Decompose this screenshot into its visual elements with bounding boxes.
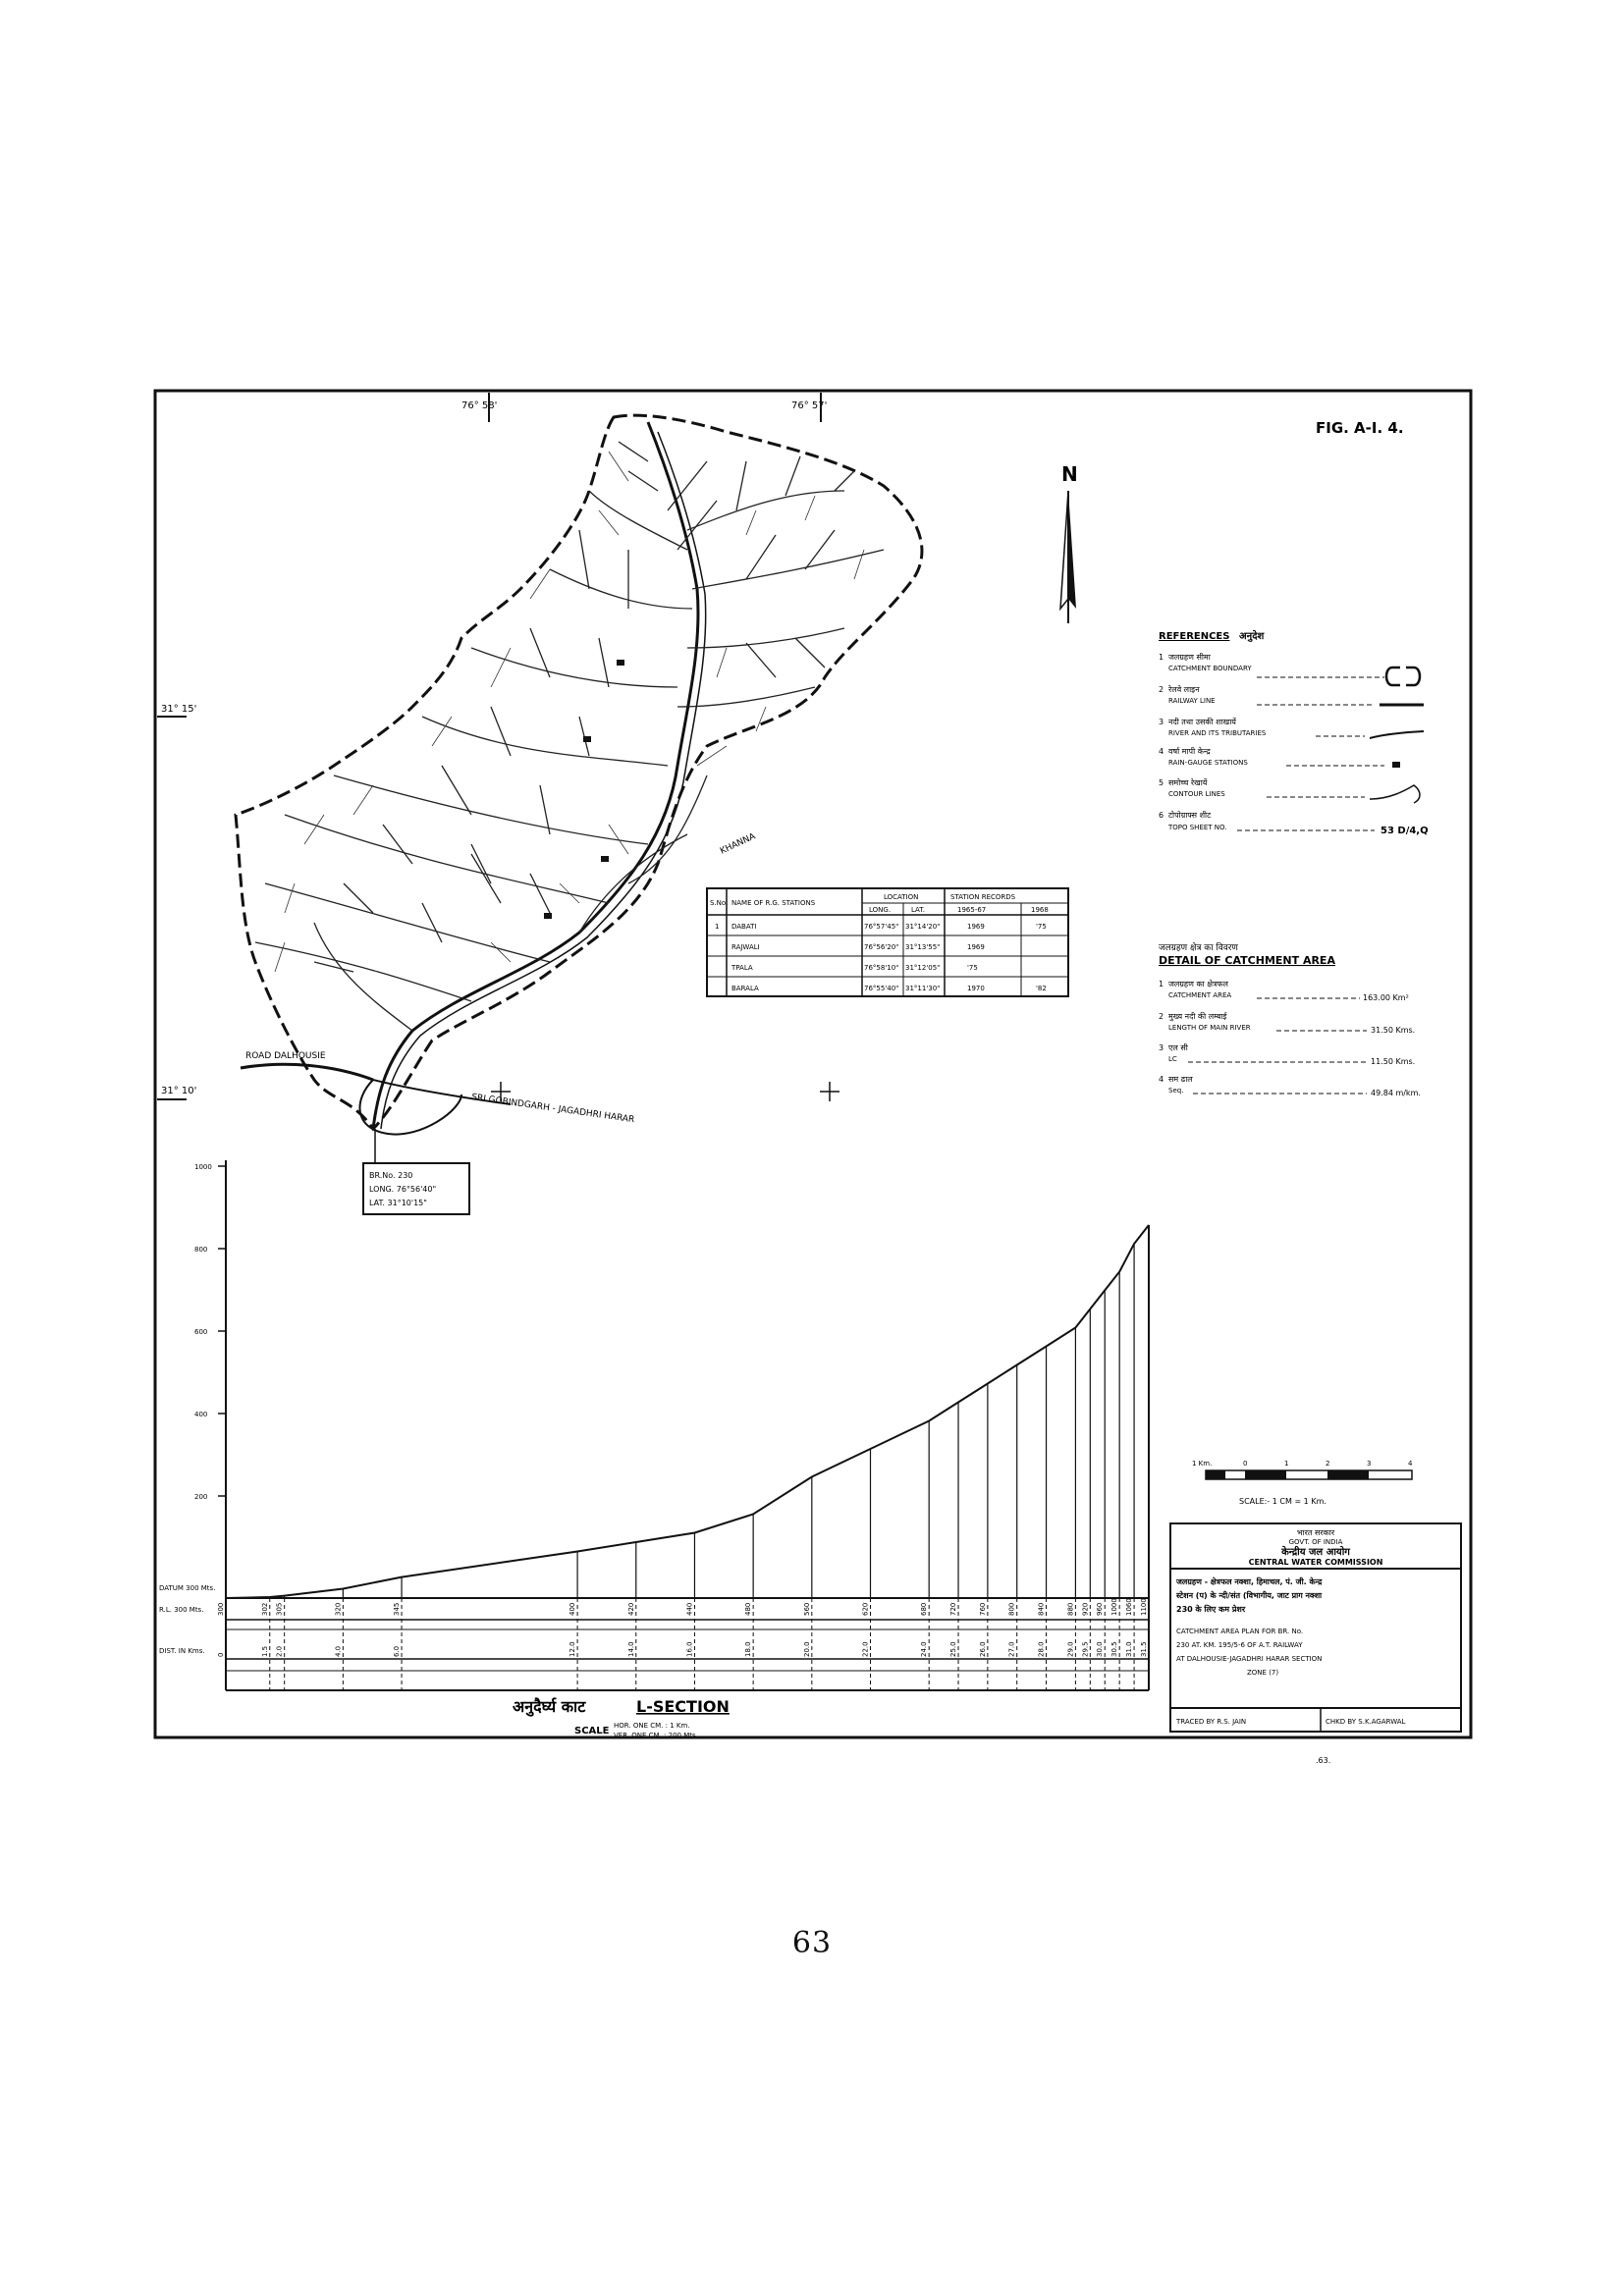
rl-value: 345: [393, 1602, 402, 1616]
lc-value: 11.50 Kms.: [1371, 1057, 1416, 1066]
cell-name: TPALA: [731, 964, 753, 972]
rl-value: 840: [1037, 1602, 1046, 1616]
distance-value: 2.0: [275, 1645, 284, 1657]
l-section-title: L-SECTION: [636, 1697, 730, 1716]
cell-lat: 31°12'05": [905, 964, 941, 972]
table-header-r1: 1965-67: [957, 906, 987, 914]
detail-label-en: CATCHMENT AREA: [1168, 991, 1232, 999]
ref-label-hi: समोच्च रेखायें: [1168, 778, 1208, 787]
desc-hi-line: स्टेशन (प) के न्दी/संत (विभागीय, जाट प्राग नक्शा: [1176, 1591, 1323, 1600]
ref-label-en: RAILWAY LINE: [1168, 697, 1216, 705]
detail-label-en: LC: [1168, 1055, 1177, 1063]
table-header-location: LOCATION: [884, 893, 919, 901]
railway-line: [241, 1064, 373, 1080]
reference-item: [1159, 652, 1420, 685]
bridge-box-line-1: BR.No. 230: [369, 1171, 413, 1180]
rl-value: 720: [949, 1602, 958, 1616]
ref-num: 1: [1159, 653, 1164, 662]
references-heading: REFERENCES: [1159, 631, 1230, 642]
rg-stations-table: [707, 888, 1068, 996]
catchment-area-value: 163.00 Km²: [1363, 993, 1409, 1002]
cell-lat: 31°11'30": [905, 985, 941, 992]
distance-value: 25.0: [949, 1641, 958, 1657]
table-header-sno: S.No.: [710, 899, 729, 907]
detail-num: 4: [1159, 1075, 1164, 1084]
cell-r2: '75: [1036, 923, 1047, 931]
ref-label-en: TOPO SHEET NO.: [1168, 824, 1227, 831]
page-ref: .63.: [1316, 1756, 1331, 1765]
ref-label-hi: नदी तथा उसकी शाखायें: [1168, 718, 1236, 726]
distance-value: 0: [217, 1652, 225, 1657]
ref-label-hi: टोपोग्राफ्स शीट: [1168, 811, 1212, 820]
distance-value: 12.0: [568, 1641, 577, 1657]
catchment-detail: [1159, 941, 1421, 1097]
cell-long: 76°55'40": [864, 985, 899, 992]
cell-lat: 31°14'20": [905, 923, 941, 931]
catchment-map: [236, 415, 922, 1214]
river-symbol: [1370, 731, 1424, 738]
rl-value: 480: [744, 1602, 753, 1616]
cell-r1: '75: [967, 964, 978, 972]
ref-num: 3: [1159, 718, 1164, 726]
rl-value: 440: [685, 1602, 694, 1616]
org-en: GOVT. OF INDIA: [1288, 1538, 1343, 1546]
distance-value: 14.0: [626, 1641, 635, 1657]
figure-label: FIG. A-I. 4.: [1316, 419, 1404, 437]
registration-marks: [491, 1082, 839, 1101]
rl-value: 1060: [1125, 1598, 1134, 1616]
rl-value: 420: [626, 1602, 635, 1616]
cell-name: RAJWALI: [731, 943, 760, 951]
detail-num: 3: [1159, 1043, 1164, 1052]
rl-value: 400: [568, 1602, 577, 1616]
scale-tick-label: 1 Km.: [1192, 1460, 1213, 1468]
table-header-records: STATION RECORDS: [950, 893, 1016, 901]
catchment-boundary: [236, 415, 922, 1129]
bridge-box-line-2: LONG. 76°56'40": [369, 1185, 437, 1194]
desc-en-line: AT DALHOUSIE-JAGADHRI HARAR SECTION: [1176, 1655, 1323, 1663]
rl-value: 760: [978, 1602, 987, 1616]
ref-num: 5: [1159, 778, 1164, 787]
references-legend: [1159, 629, 1429, 836]
distance-value: 31.0: [1125, 1641, 1134, 1657]
l-section-title-hi: अनुदैर्घ्य काट: [513, 1697, 586, 1716]
boundary-symbol: [1386, 667, 1420, 685]
rl-value: 1000: [1110, 1598, 1119, 1616]
detail-heading-hi: जलग्रहण क्षेत्र का विवरण: [1159, 943, 1238, 953]
scale-bar-label: SCALE:- 1 CM = 1 Km.: [1239, 1497, 1326, 1506]
cell-long: 76°56'20": [864, 943, 899, 951]
traced-by: TRACED BY R.S. JAIN: [1176, 1718, 1247, 1726]
scale-bar: [1192, 1460, 1413, 1506]
y-tick-label: 200: [194, 1493, 208, 1501]
scale-tick-label: 2: [1326, 1460, 1330, 1468]
ref-label-en: CONTOUR LINES: [1168, 790, 1225, 798]
desc-en-line: CATCHMENT AREA PLAN FOR BR. No.: [1176, 1628, 1304, 1635]
ref-label-en: CATCHMENT BOUNDARY: [1168, 665, 1252, 672]
contour-symbol: [1370, 785, 1420, 803]
l-section-scale-label: SCALE: [574, 1726, 610, 1736]
rl-value: 302: [260, 1602, 269, 1616]
distance-value: 30.0: [1096, 1641, 1105, 1657]
dept-en: CENTRAL WATER COMMISSION: [1248, 1558, 1383, 1567]
rain-gauge-symbol: [1392, 762, 1400, 768]
rain-gauge-marker: [544, 913, 552, 919]
reference-item: [1159, 717, 1424, 738]
distance-value: 27.0: [1007, 1641, 1016, 1657]
table-header-long: LONG.: [869, 906, 892, 914]
seq-value: 49.84 m/km.: [1371, 1089, 1421, 1097]
rl-value: 305: [275, 1602, 284, 1616]
rl-value: 800: [1007, 1602, 1016, 1616]
ref-label-hi: रेलवे लाइन: [1168, 685, 1200, 694]
cell-r1: 1970: [967, 985, 985, 992]
rl-value: 560: [802, 1602, 811, 1616]
desc-hi-line: जलग्रहण - क्षेत्रफल नक्शा, हिमाचल, पं. जी. केन्द्र: [1176, 1577, 1323, 1586]
desc-hi-line: 230 के लिए कम प्रेशर: [1176, 1605, 1246, 1614]
coord-left-upper: 31° 15': [161, 704, 197, 715]
distance-value: 30.5: [1110, 1641, 1119, 1657]
table-header-r2: 1968: [1031, 906, 1049, 914]
table-header-name: NAME OF R.G. STATIONS: [731, 899, 816, 907]
y-tick-group: [194, 1163, 226, 1501]
y-tick-label: 800: [194, 1246, 208, 1254]
y-tick-label: 400: [194, 1411, 208, 1418]
distance-value: 18.0: [744, 1641, 753, 1657]
bridge-box-line-3: LAT. 31°10'15": [369, 1199, 427, 1207]
distance-value: 24.0: [920, 1641, 929, 1657]
reference-item: [1159, 810, 1429, 836]
main-river-length-value: 31.50 Kms.: [1371, 1026, 1416, 1035]
profile-line: [226, 1225, 1149, 1598]
detail-heading: DETAIL OF CATCHMENT AREA: [1159, 954, 1335, 967]
river-label-right: KHANNA: [719, 831, 758, 857]
detail-num: 2: [1159, 1012, 1164, 1021]
main-river: [373, 422, 698, 1129]
rl-value: 300: [217, 1602, 225, 1616]
org-hi: भारत सरकार: [1296, 1528, 1335, 1537]
ref-num: 4: [1159, 747, 1164, 756]
north-label: N: [1061, 462, 1078, 486]
table-header-lat: LAT.: [911, 906, 925, 914]
rl-value: 620: [861, 1602, 870, 1616]
distance-value: 22.0: [861, 1641, 870, 1657]
checked-by: CHKD BY S.K.AGARWAL: [1326, 1718, 1406, 1726]
detail-label-en: Seq.: [1168, 1087, 1184, 1095]
distance-value: 20.0: [802, 1641, 811, 1657]
distance-value: 6.0: [393, 1645, 402, 1657]
row-label-datum: DATUM 300 Mts.: [159, 1584, 216, 1592]
reference-item: [1159, 746, 1400, 768]
detail-label-hi: एल सी: [1168, 1043, 1188, 1052]
distance-value: 29.0: [1066, 1641, 1075, 1657]
row-label-dist: DIST. IN Kms.: [159, 1647, 205, 1655]
profile-verticals: [226, 1225, 1149, 1690]
distance-value: 28.0: [1037, 1641, 1046, 1657]
cell-name: BARALA: [731, 985, 759, 992]
cell-r1: 1969: [967, 943, 985, 951]
detail-label-hi: मुख्य नदी की लम्बाई: [1168, 1012, 1227, 1021]
road-label-left: ROAD DALHOUSIE: [245, 1051, 326, 1061]
distance-value: 4.0: [334, 1645, 343, 1657]
desc-en-line: 230 AT. KM. 195/5-6 OF A.T. RAILWAY: [1176, 1641, 1303, 1649]
coord-top-right: 76° 57': [791, 400, 828, 411]
scale-tick-label: 0: [1243, 1460, 1248, 1468]
l-section-chart: [159, 1160, 1149, 1739]
rl-value: 680: [920, 1602, 929, 1616]
coord-top-left: 76° 58': [461, 400, 498, 411]
ref-label-en: RAIN-GAUGE STATIONS: [1168, 759, 1248, 767]
distance-value: 31.5: [1140, 1641, 1148, 1657]
row-label-rl: R.L. 300 Mts.: [159, 1606, 204, 1614]
scale-tick-label: 3: [1367, 1460, 1372, 1468]
ref-label-en: RIVER AND ITS TRIBUTARIES: [1168, 729, 1267, 737]
distance-value-group: [217, 1641, 1148, 1657]
road-label-right: SRI GOBINDGARH - JAGADHRI HARAR: [470, 1093, 635, 1126]
reference-item: [1159, 777, 1420, 803]
cell-lat: 31°13'55": [905, 943, 941, 951]
ref-label-hi: जलग्रहण सीमा: [1168, 653, 1211, 662]
title-block: [1170, 1523, 1461, 1732]
detail-label-en: LENGTH OF MAIN RIVER: [1168, 1024, 1251, 1032]
ref-num: 2: [1159, 685, 1164, 694]
rl-value: 880: [1066, 1602, 1075, 1616]
page-number: 63: [791, 1926, 833, 1960]
l-section-scale-v: VER. ONE CM. : 200 Mts.: [614, 1732, 698, 1739]
dept-hi: केन्द्रीय जल आयोग: [1281, 1547, 1350, 1558]
cell-name: DABATI: [731, 923, 757, 931]
references-heading-hi: अनुदेश: [1239, 631, 1265, 642]
l-section-scale-h: HOR. ONE CM. : 1 Km.: [614, 1722, 690, 1730]
distance-value: 26.0: [978, 1641, 987, 1657]
distance-value: 16.0: [685, 1641, 694, 1657]
ref-label-hi: वर्षा मापी केन्द्र: [1168, 747, 1211, 756]
rl-value-group: [217, 1598, 1148, 1616]
bridge-info-box: [363, 1163, 469, 1214]
detail-label-hi: सम ढाल: [1168, 1075, 1193, 1084]
cell-long: 76°58'10": [864, 964, 899, 972]
topo-sheet-value: 53 D/4,Q: [1380, 826, 1429, 836]
scale-tick-label: 4: [1408, 1460, 1413, 1468]
rl-value: 1100: [1140, 1598, 1148, 1616]
rl-value: 960: [1096, 1602, 1105, 1616]
detail-num: 1: [1159, 980, 1164, 988]
cell-long: 76°57'45": [864, 923, 899, 931]
main-river-bank: [381, 432, 706, 1129]
cell-sno: 1: [715, 923, 720, 931]
rain-gauge-marker: [617, 660, 624, 666]
rain-gauge-marker: [601, 856, 609, 862]
cell-r2: '82: [1036, 985, 1047, 992]
north-arrow: [1060, 462, 1078, 623]
distance-value: 29.5: [1081, 1641, 1090, 1657]
desc-en-line: ZONE (7): [1247, 1669, 1279, 1677]
y-tick-label: 600: [194, 1328, 208, 1336]
rain-gauge-markers: [544, 660, 624, 919]
reference-item: [1159, 684, 1424, 705]
coord-left-lower: 31° 10': [161, 1086, 197, 1096]
rl-value: 320: [334, 1602, 343, 1616]
scale-tick-label: 1: [1284, 1460, 1289, 1468]
ref-num: 6: [1159, 811, 1164, 820]
distance-value: 1.5: [260, 1645, 269, 1657]
rain-gauge-marker: [583, 736, 591, 742]
y-tick-label: 1000: [194, 1163, 212, 1171]
cell-r1: 1969: [967, 923, 985, 931]
rl-value: 920: [1081, 1602, 1090, 1616]
detail-label-hi: जलग्रहण का क्षेत्रफल: [1168, 980, 1228, 988]
